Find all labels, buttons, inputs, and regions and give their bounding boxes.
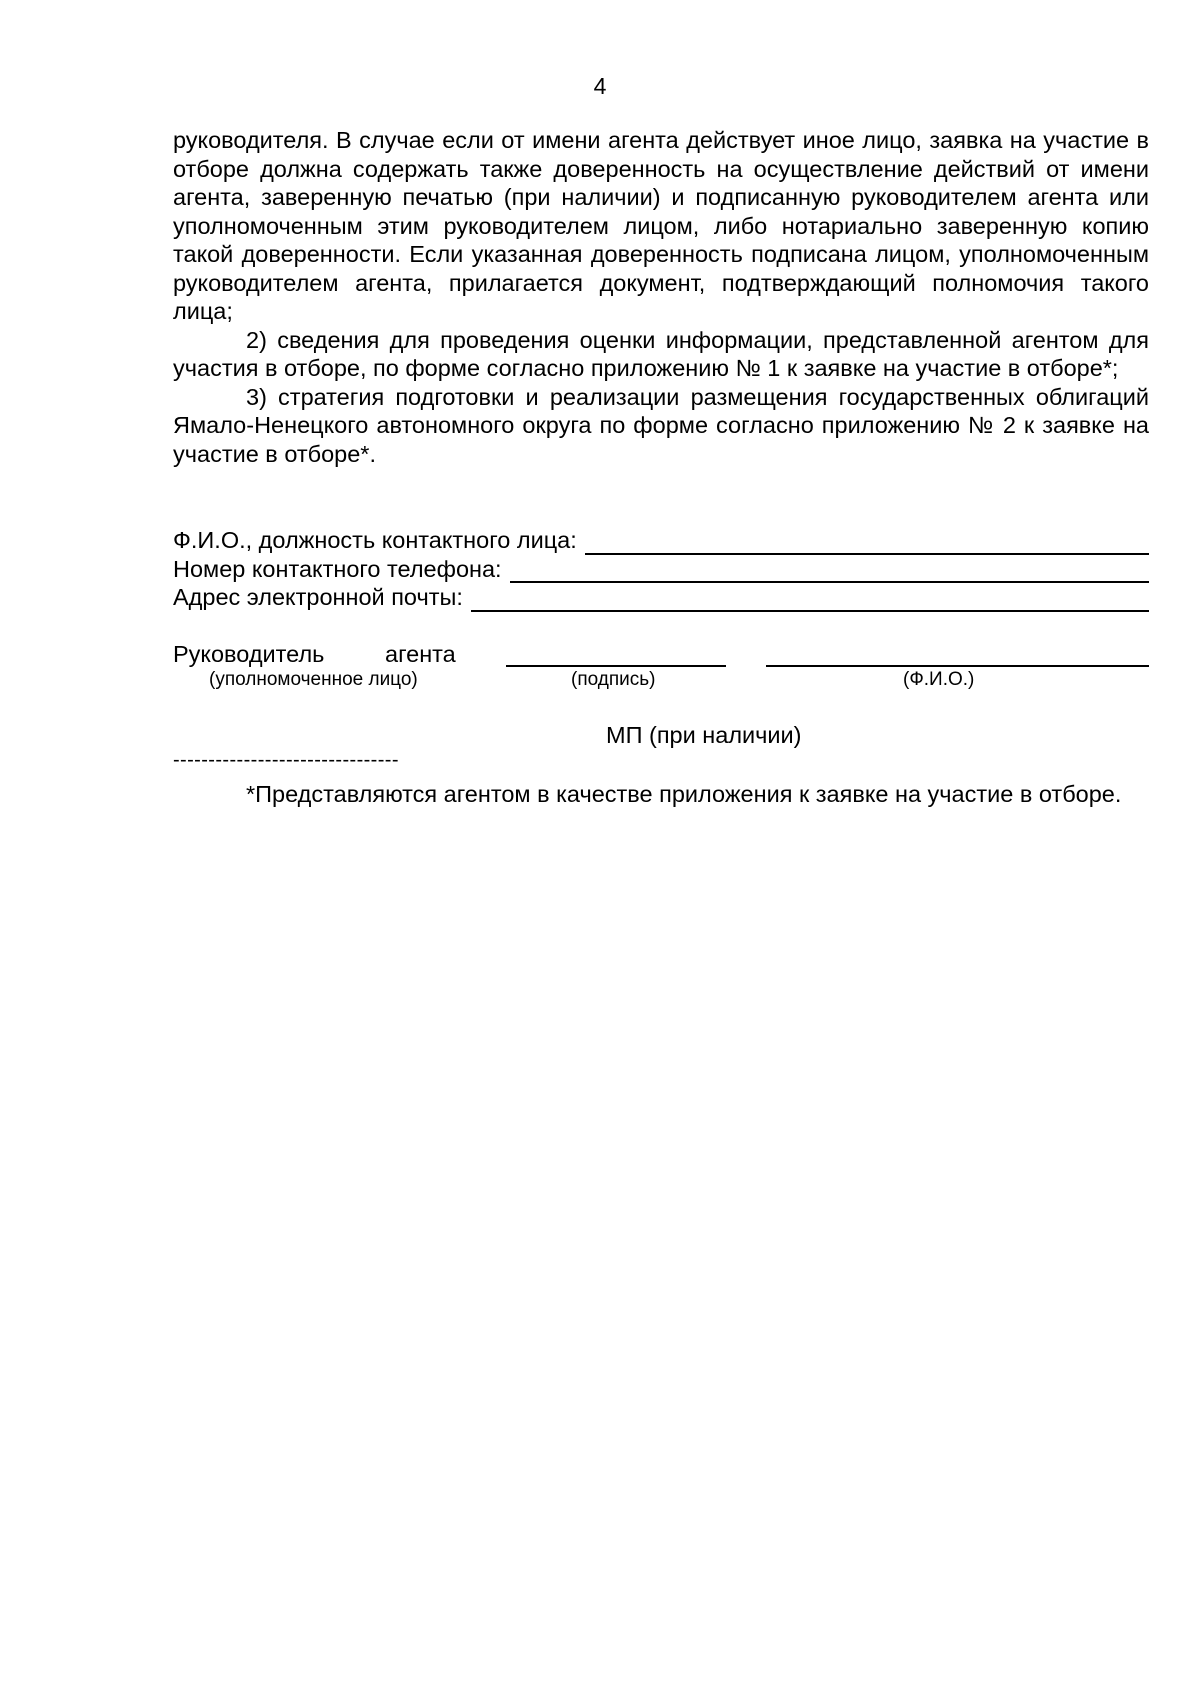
contact-person-row [173, 526, 1149, 555]
contact-details [173, 526, 1149, 612]
signature-line[interactable] [506, 665, 726, 667]
email-row [173, 583, 1149, 612]
name-caption: (Ф.И.О.) [903, 669, 975, 690]
phone-label: Номер контактного телефона: [173, 555, 502, 582]
page-number: 4 [593, 73, 607, 99]
document-body [173, 126, 1149, 468]
paragraph-evaluation-info: 2) сведения для проведения оценки информации, представленной агентом для участия в отборе, по форме согласно приложению № 1 к заявке на участие в отборе*; [173, 326, 1149, 381]
signer-title-word-1: Руководитель [173, 641, 325, 667]
footnote-text: *Представляются агентом в качестве приложения к заявке на участие в отборе. [246, 781, 1122, 807]
phone-field-line[interactable] [510, 559, 1149, 583]
email-field-line[interactable] [471, 588, 1149, 612]
signer-title-caption: (уполномоченное лицо) [209, 669, 418, 690]
paragraph-agent-authority: руководителя. В случае если от имени агента действует иное лицо, заявка на участие в отборе должна содержать также доверенность на осуществление действий от имени агента, заверенную печатью (при наличии) и подписанную руководителем агента или уполномоченным этим руководителем лицом, либо нотариально заверенную копию такой доверенности. Если указанная доверенность подписана лицом, уполномоченным руководителем агента, прилагается документ, подтверждающий полномочия такого лица; [173, 127, 1149, 324]
email-label: Адрес электронной почты: [173, 584, 463, 610]
contact-person-field-line[interactable] [585, 531, 1149, 555]
signature-caption: (подпись) [571, 669, 656, 690]
contact-person-label: Ф.И.О., должность контактного лица: [173, 527, 577, 553]
name-line[interactable] [766, 665, 1149, 667]
paragraph-bond-strategy: 3) стратегия подготовки и реализации размещения государственных облигаций Ямало-Ненецкого автономного округа по форме согласно приложению № 2 к заявке на участие в отборе*. [173, 383, 1149, 467]
footnote-separator: -------------------------------- [173, 749, 399, 771]
signer-title-word-2: агента [385, 641, 456, 667]
stamp-placeholder: МП (при наличии) [606, 722, 802, 748]
phone-row [173, 555, 1149, 584]
